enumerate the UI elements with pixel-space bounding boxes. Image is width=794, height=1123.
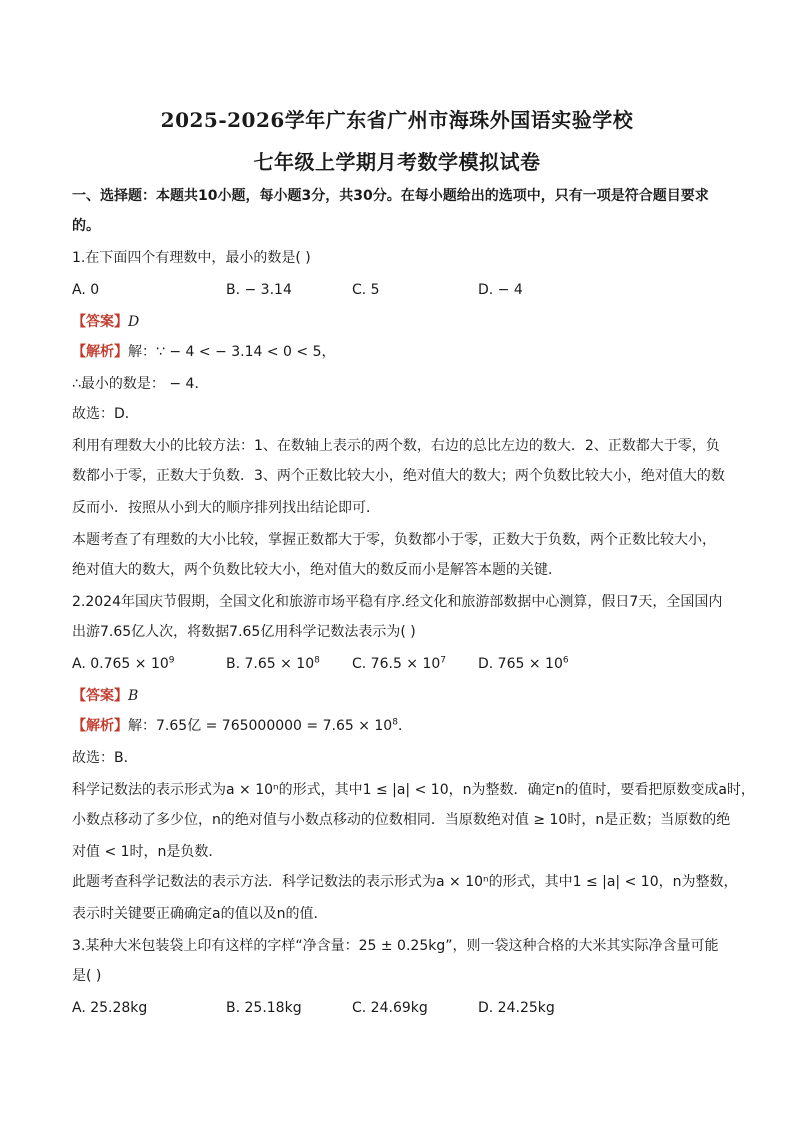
answer-value: D [128,314,140,330]
q2-option-b: B. $7.65 \times 10^8$ [226,655,320,672]
q2-note-1: 科学记数法的表示形式为a × 10ⁿ的形式，其中1 ≤ |a| < 10，n为整数．确定n的值时，要看把原数变成a时， [72,782,755,798]
q3-option-a: A. 25.28kg [72,1000,148,1016]
q2-option-a: A. $0.765 \times 10^9$ [72,655,175,672]
exam-subtitle: 七年级上学期月考数学模拟试卷 [253,150,541,174]
q3-option-d: D. 24.25kg [478,1000,555,1016]
q2-option-c: C. $76.5 \times 10^7$ [352,655,447,672]
q1-option-c: C. 5 [352,282,380,298]
question-3-stem-cont: 是( ) [72,968,102,984]
q1-method-1: 利用有理数大小的比较方法：1、在数轴上表示的两个数，右边的总比左边的数大．2、正数都大于零，负 [72,438,720,454]
answer-label: 【答案】 [72,688,128,704]
q1-answer [72,312,732,332]
q1-method-3: 反而小．按照从小到大的顺序排列找出结论即可． [72,500,380,516]
q3-option-b: B. 25.18kg [226,1000,302,1016]
answer-value: B [128,688,139,704]
q1-comment-2: 绝对值大的数大，两个负数比较大小，绝对值大的数反而小是解答本题的关键． [72,562,562,578]
q1-option-d: D. − 4 [478,282,523,298]
question-3-stem: 3.某种大米包装袋上印有这样的字样“净含量：25 ± 0.25kg”，则一袋这种合格的大米其实际净含量可能 [72,938,719,954]
q1-option-a: A. 0 [72,282,100,298]
q2-analysis: 【解析】解：7.65亿 = $765000000 = 7.65 \times 10^8$． [72,717,412,734]
analysis-label: 【解析】 [72,344,128,360]
q3-option-c: C. 24.69kg [352,1000,428,1016]
analysis-label: 【解析】 [72,718,128,734]
q2-note-2: 小数点移动了多少位，n的绝对值与小数点移动的位数相同．当原数绝对值 ≥ 10时，n是正数；当原数的绝 [72,812,731,828]
q2-comment-2: 表示时关键要正确确定a的值以及n的值． [72,906,328,922]
q2-comment-1: 此题考查科学记数法的表示方法．科学记数法的表示形式为a × 10ⁿ的形式，其中1 ≤ |a| < 10，n为整数， [72,874,738,890]
q1-analysis-2: ∴最小的数是： − 4． [72,376,209,392]
q2-note-3: 对值 < 1时，n是负数． [72,844,223,860]
q2-answer [72,686,732,706]
section-instructions-cont: 的。 [72,218,100,234]
exam-title: 2025-2026学年广东省广州市海珠外国语实验学校 [160,108,634,132]
q1-choice: 故选：D． [72,406,139,422]
question-2-stem-cont: 出游7.65亿人次，将数据7.65亿用科学记数法表示为( ) [72,624,416,640]
q2-option-d: D. $765 \times 10^6$ [478,655,569,672]
q1-option-b: B. − 3.14 [226,282,292,298]
q1-comment-1: 本题考查了有理数的大小比较，掌握正数都大于零，负数都小于零，正数大于负数，两个正数比较大小， [72,532,716,548]
section-instructions: 一、选择题：本题共10小题，每小题3分，共30分。在每小题给出的选项中，只有一项是符合题目要求 [72,188,709,204]
q1-method-2: 数都小于零，正数大于负数．3、两个正数比较大小，绝对值大的数大；两个负数比较大小，绝对值大的数 [72,468,725,484]
answer-label: 【答案】 [72,314,128,330]
question-2-stem: 2.2024年国庆节假期，全国文化和旅游市场平稳有序.经文化和旅游部数据中心测算，假日7天，全国国内 [72,594,723,610]
analysis-text: 解：∵ − 4 < − 3.14 < 0 < 5， [128,344,336,360]
question-1-stem: 1.在下面四个有理数中，最小的数是( ) [72,250,311,266]
q1-analysis [72,342,732,362]
q2-choice: 故选：B． [72,750,138,766]
